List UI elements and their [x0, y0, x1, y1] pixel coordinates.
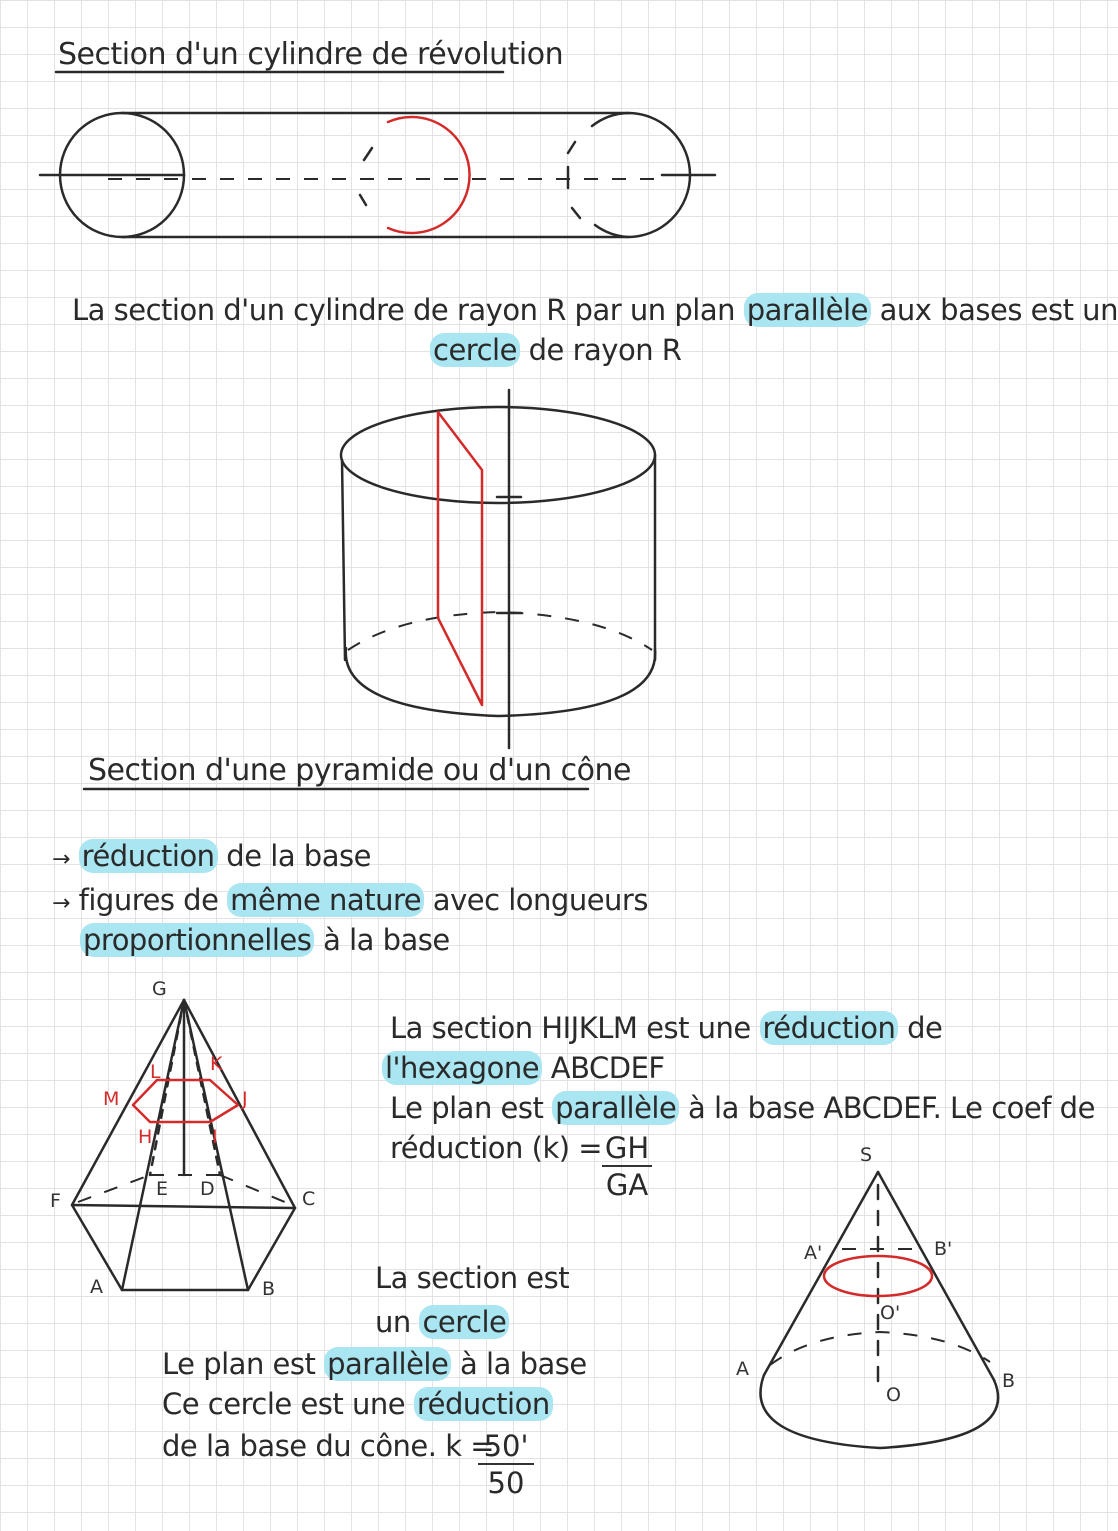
cone-text-line3 — [162, 1347, 587, 1381]
ct-l4-pre: Ce cercle est une — [162, 1387, 414, 1421]
highlight-reduction: réduction — [79, 839, 218, 873]
k-numerator: GH — [602, 1134, 652, 1167]
cone-text-line5: de la base du cône. k = — [162, 1429, 495, 1463]
arrow-icon: → — [52, 847, 70, 872]
highlight-cercle: cercle — [430, 333, 520, 367]
ct-l3-pre: Le plan est — [162, 1347, 325, 1381]
pyramid-section-title: Section d'une pyramide ou d'un cône — [88, 753, 631, 788]
label-B-cone: B — [1002, 1370, 1016, 1392]
label-G: G — [152, 978, 167, 1000]
k-denominator: GA — [605, 1168, 649, 1202]
pyramid-text-line4: réduction (k) = — [390, 1131, 603, 1165]
bullet2-pre: figures de — [78, 883, 228, 917]
cone-base — [760, 1375, 998, 1448]
bullet2-rest: avec longueurs — [424, 883, 648, 917]
label-L: L — [150, 1061, 161, 1083]
highlight-parallele-2: parallèle — [552, 1091, 679, 1125]
desc-part3: de rayon R — [519, 333, 682, 367]
label-S: S — [860, 1144, 873, 1166]
pt-l1-pre: La section HIJKLM est une — [390, 1011, 760, 1045]
highlight-hexagone: l'hexagone — [382, 1051, 542, 1085]
k-fraction-cone — [478, 1429, 534, 1500]
ct-l2-pre: un — [375, 1305, 420, 1339]
k-numerator-cone: 50' — [478, 1432, 534, 1465]
arrow-icon: → — [52, 891, 70, 916]
cone-text-line2 — [375, 1305, 509, 1339]
k-denominator-cone: 50 — [487, 1466, 525, 1500]
label-A-cone: A — [736, 1358, 749, 1380]
label-A: A — [90, 1276, 103, 1298]
label-B: B — [262, 1278, 276, 1300]
pt-l3-pre: Le plan est — [390, 1091, 553, 1125]
cylinder-section-title: Section d'un cylindre de révolution — [58, 37, 564, 72]
pt-l2-post: ABCDEF — [542, 1051, 665, 1085]
label-B-prime: B' — [934, 1238, 953, 1260]
label-K: K — [210, 1053, 223, 1075]
pt-l1-post: de — [898, 1011, 943, 1045]
highlight-reduction-3: réduction — [414, 1387, 553, 1421]
bullet2-line2-rest: à la base — [314, 923, 450, 957]
desc-part1: La section d'un cylindre de rayon R par un plan — [72, 293, 744, 327]
label-H: H — [138, 1126, 153, 1148]
ct-l3-post: à la base — [451, 1347, 587, 1381]
highlight-parallele: parallèle — [744, 293, 871, 327]
highlight-parallele-3: parallèle — [324, 1347, 451, 1381]
label-E: E — [156, 1178, 169, 1200]
highlight-cercle-2: cercle — [419, 1305, 509, 1339]
label-O-prime: O' — [880, 1302, 901, 1324]
label-I: I — [212, 1126, 218, 1148]
highlight-meme-nature: même nature — [227, 883, 424, 917]
bullet1-rest: de la base — [217, 839, 371, 873]
highlight-proportionnelles: proportionnelles — [80, 923, 314, 957]
label-A-prime: A' — [804, 1242, 823, 1264]
pt-l3-post: à la base ABCDEF. Le coef de — [679, 1091, 1095, 1125]
cone-text-line4 — [162, 1387, 553, 1421]
label-O: O — [886, 1384, 901, 1406]
highlight-reduction-2: réduction — [760, 1011, 899, 1045]
cone-text-line1: La section est — [375, 1261, 570, 1295]
desc-part2: aux bases est un — [870, 293, 1118, 327]
label-C: C — [302, 1188, 316, 1210]
label-M: M — [103, 1088, 120, 1110]
label-J: J — [242, 1088, 248, 1110]
label-D: D — [200, 1178, 215, 1200]
label-F: F — [50, 1190, 61, 1212]
